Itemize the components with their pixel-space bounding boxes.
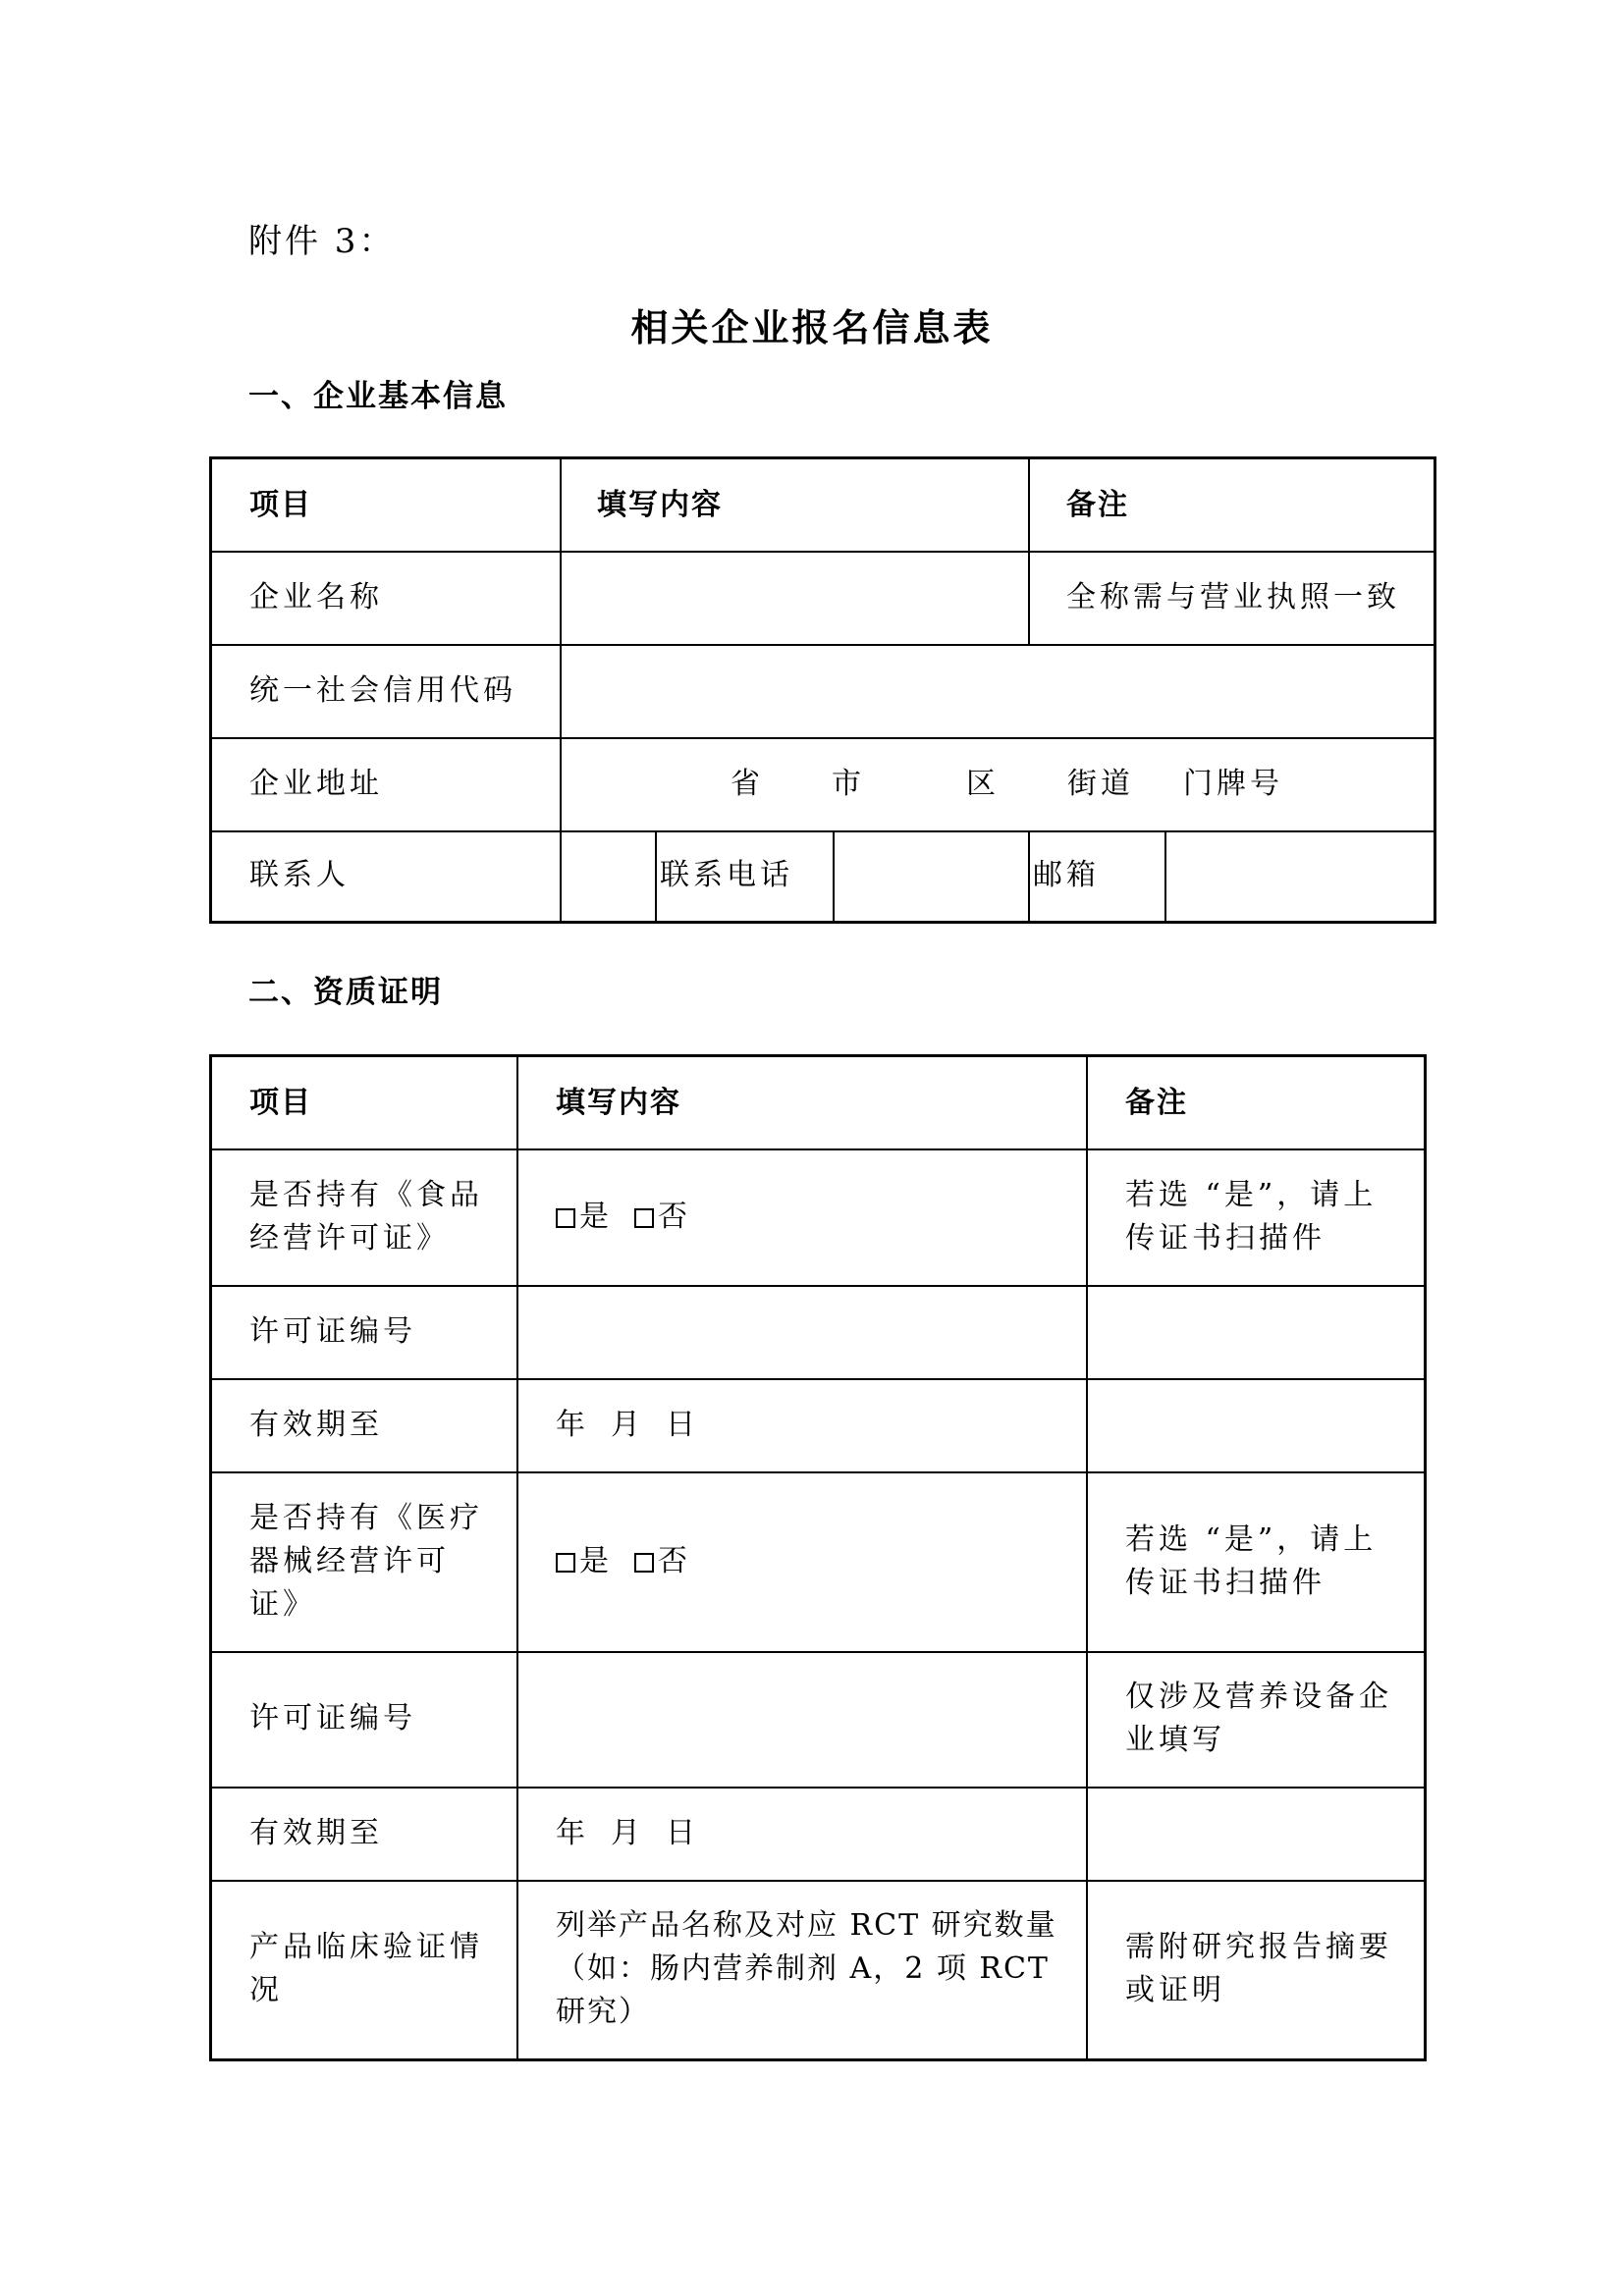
- basic-info-table: [209, 456, 1436, 924]
- food-valid-field[interactable]: [556, 1378, 699, 1471]
- phone-label: 联系电话: [660, 858, 793, 892]
- q-header-content: 填写内容: [556, 1085, 681, 1120]
- food-license-note: 若选 “是”，请上传证书扫描件: [1125, 1177, 1378, 1255]
- address-district: 区: [966, 766, 1000, 801]
- email-field[interactable]: [1166, 830, 1434, 921]
- credit-code-field[interactable]: [562, 644, 1434, 737]
- month-label: 月: [611, 1815, 644, 1850]
- device-valid-label: 有效期至: [249, 1815, 383, 1850]
- address-door: 门牌号: [1183, 766, 1283, 801]
- header-content: 填写内容: [597, 487, 723, 522]
- food-license-no-field[interactable]: [518, 1285, 1086, 1378]
- clinical-content[interactable]: 列举产品名称及对应 RCT 研究数量（如：肠内营养制剂 A，2 项 RCT 研究）: [556, 1908, 1057, 2029]
- device-license-choice: [556, 1471, 691, 1651]
- food-license-no[interactable]: 否: [634, 1196, 691, 1239]
- q-header-item: 项目: [249, 1085, 312, 1120]
- company-name-note: 全称需与营业执照一致: [1066, 579, 1400, 614]
- food-valid-label: 有效期至: [249, 1407, 383, 1442]
- checkbox-icon: [634, 1553, 654, 1573]
- contact-label: 联系人: [249, 858, 350, 892]
- checkbox-icon: [556, 1553, 575, 1573]
- month-label: 月: [611, 1407, 644, 1442]
- device-license-no-field[interactable]: [518, 1651, 1086, 1787]
- device-valid-field[interactable]: [556, 1787, 699, 1880]
- qualification-table: [209, 1054, 1427, 2061]
- address-street: 街道: [1067, 766, 1134, 801]
- year-label: 年: [556, 1815, 589, 1850]
- header-item: 项目: [249, 487, 312, 522]
- credit-code-label: 统一社会信用代码: [249, 672, 516, 708]
- attachment-label: 附件 3：: [248, 222, 396, 261]
- document-title: 相关企业报名信息表: [630, 305, 994, 349]
- device-license-yes[interactable]: 是: [556, 1540, 613, 1583]
- clinical-label: 产品临床验证情况: [249, 1930, 483, 2007]
- section2-heading: 二、资质证明: [248, 975, 443, 1010]
- checkbox-icon: [634, 1208, 654, 1228]
- food-license-choice: [556, 1148, 691, 1285]
- device-license-label: 是否持有《医疗器械经营许可证》: [249, 1500, 483, 1622]
- day-label: 日: [666, 1815, 699, 1850]
- device-license-no-label: 许可证编号: [249, 1701, 416, 1735]
- checkbox-icon: [556, 1208, 575, 1228]
- food-license-label: 是否持有《食品经营许可证》: [249, 1177, 483, 1255]
- address-label: 企业地址: [249, 766, 383, 801]
- address-province: 省: [731, 766, 764, 801]
- address-city: 市: [832, 766, 865, 801]
- q-header-note: 备注: [1125, 1085, 1188, 1120]
- device-license-no-note: 仅涉及营养设备企业填写: [1125, 1680, 1392, 1757]
- year-label: 年: [556, 1407, 589, 1442]
- email-label: 邮箱: [1033, 858, 1100, 892]
- address-field[interactable]: [562, 737, 1434, 830]
- contact-field[interactable]: [562, 830, 655, 921]
- section1-heading: 一、企业基本信息: [248, 379, 508, 414]
- company-name-field[interactable]: [562, 551, 1028, 644]
- header-note: 备注: [1066, 487, 1129, 522]
- company-name-label: 企业名称: [249, 579, 383, 614]
- clinical-note: 需附研究报告摘要或证明: [1125, 1930, 1392, 2007]
- food-license-yes[interactable]: 是: [556, 1196, 613, 1239]
- food-license-no-label: 许可证编号: [249, 1313, 416, 1349]
- device-license-no[interactable]: 否: [634, 1540, 691, 1583]
- day-label: 日: [666, 1407, 699, 1442]
- phone-field[interactable]: [835, 830, 1028, 921]
- device-license-note: 若选 “是”，请上传证书扫描件: [1125, 1522, 1378, 1600]
